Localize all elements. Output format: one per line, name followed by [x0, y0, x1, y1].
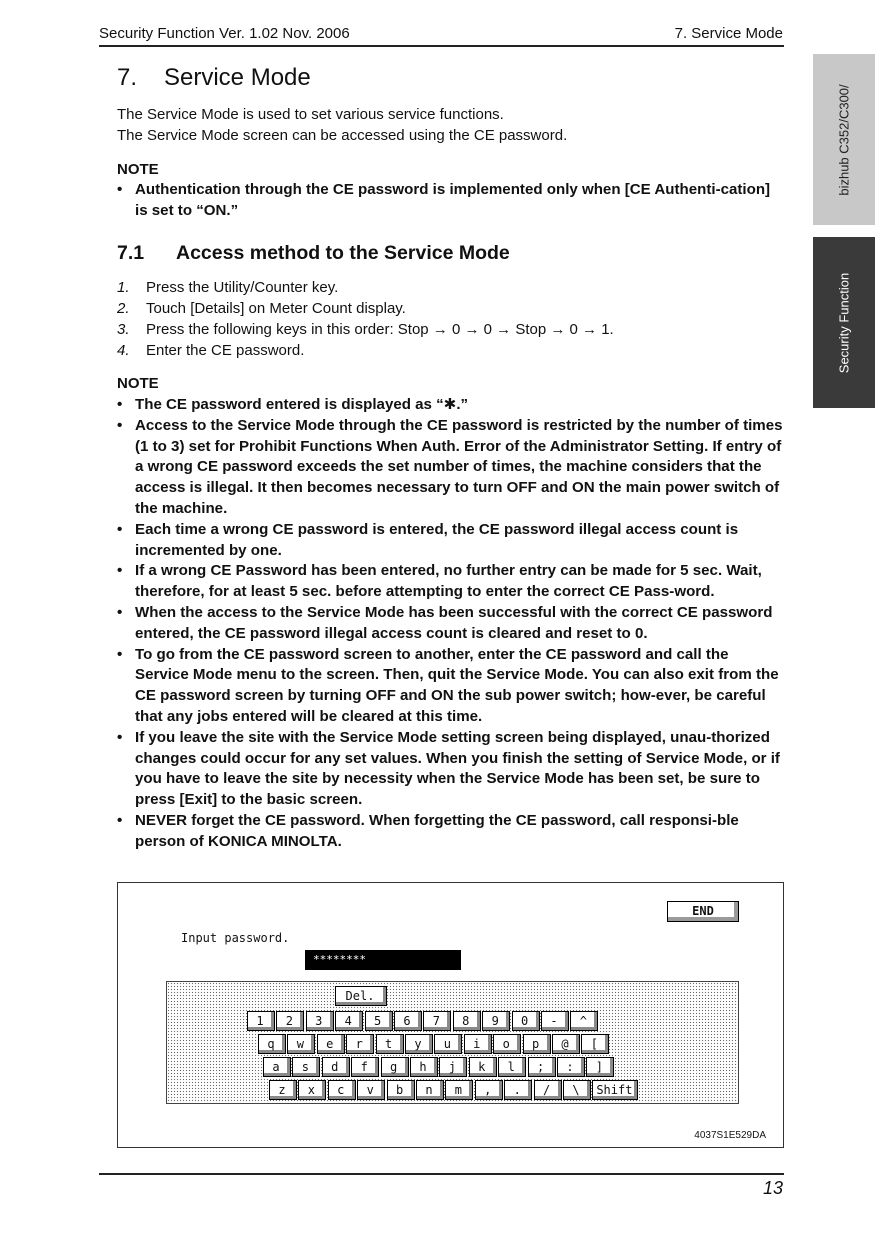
end-button[interactable]: END: [667, 901, 739, 922]
ce-password-screen-figure: [117, 882, 784, 1148]
subsection-title: Access method to the Service Mode: [176, 242, 510, 264]
keyboard-key[interactable]: 5: [365, 1011, 393, 1031]
keyboard-key[interactable]: [: [581, 1034, 609, 1054]
side-tab-security-label: Security Function: [836, 272, 852, 373]
keyboard-key[interactable]: l: [498, 1057, 526, 1077]
keyboard-key[interactable]: 2: [276, 1011, 304, 1031]
keyboard-key[interactable]: t: [376, 1034, 404, 1054]
subsection-heading: [117, 242, 510, 265]
keyboard-key[interactable]: z: [269, 1080, 297, 1100]
header-rule: [99, 45, 784, 47]
keyboard-key[interactable]: 0: [512, 1011, 540, 1031]
keyboard-key[interactable]: p: [523, 1034, 551, 1054]
note-label-1: NOTE: [117, 161, 159, 178]
step-item: 3. Press the following keys in this order: Stop → 0 → 0 → Stop → 0 → 1.: [117, 321, 614, 338]
keyboard-key[interactable]: ,: [475, 1080, 503, 1100]
section-number: 7.: [117, 64, 138, 91]
note-item: • Access to the Service Mode through the CE password is restricted by the number of times (1 to 3) set for Prohibit Functions When Auth. Error of the Administrator Setting. If entry of a wrong CE password exceeds the set number of times, the machine considers that the access is illegal. It then becomes necessary to turn OFF and ON the main power switch of the machine.: [117, 416, 783, 517]
keyboard-key[interactable]: \: [563, 1080, 591, 1100]
input-password-label: Input password.: [181, 931, 290, 945]
keyboard-key[interactable]: n: [416, 1080, 444, 1100]
section-heading: [117, 64, 311, 92]
keyboard-key[interactable]: 9: [482, 1011, 510, 1031]
subsection-number: 7.1: [117, 242, 145, 264]
shift-key[interactable]: Shift: [592, 1080, 638, 1100]
note-item: • If a wrong CE Password has been entered, no further entry can be made for 5 sec. Wait, therefore, for at least 5 sec. before attempting to enter the correct CE Pass-word.: [117, 562, 762, 601]
side-tab-model-label: bizhub C352/C300/: [836, 83, 852, 196]
keyboard-key[interactable]: 6: [394, 1011, 422, 1031]
keyboard-key[interactable]: y: [405, 1034, 433, 1054]
section-title: Service Mode: [164, 64, 311, 91]
side-tab-model: [813, 54, 875, 225]
keyboard-key[interactable]: i: [464, 1034, 492, 1054]
note-item: • When the access to the Service Mode has been successful with the correct CE password entered, the CE password illegal access count is cleared and reset to 0.: [117, 603, 773, 642]
keyboard-key[interactable]: k: [469, 1057, 497, 1077]
keyboard-key[interactable]: 4: [335, 1011, 363, 1031]
keyboard-key[interactable]: h: [410, 1057, 438, 1077]
keyboard-key[interactable]: 1: [247, 1011, 275, 1031]
keyboard-key[interactable]: b: [387, 1080, 415, 1100]
keyboard-key[interactable]: j: [439, 1057, 467, 1077]
step-item: 1. Press the Utility/Counter key.: [117, 279, 339, 296]
note-item: • To go from the CE password screen to another, enter the CE password and call the Service Mode menu to the screen. Then, quit the Service Mode. You can also exit from the CE password screen by turning OFF and ON the sub power switch; how-ever, be careful that any jobs entered will be cleared at this time.: [117, 645, 779, 725]
intro-line-2: The Service Mode screen can be accessed using the CE password.: [117, 127, 568, 144]
footer-rule: [99, 1173, 784, 1175]
keyboard-key[interactable]: d: [322, 1057, 350, 1077]
keyboard-key[interactable]: w: [287, 1034, 315, 1054]
software-keyboard: [166, 981, 739, 1104]
page-number: 13: [762, 1178, 783, 1198]
keyboard-key[interactable]: -: [541, 1011, 569, 1031]
step-item: 2. Touch [Details] on Meter Count display.: [117, 300, 406, 317]
note-item: • The CE password entered is displayed as “✱.”: [117, 396, 469, 413]
keyboard-key[interactable]: m: [445, 1080, 473, 1100]
keyboard-key[interactable]: f: [351, 1057, 379, 1077]
keyboard-key[interactable]: 7: [423, 1011, 451, 1031]
keyboard-key[interactable]: g: [381, 1057, 409, 1077]
keyboard-key[interactable]: c: [328, 1080, 356, 1100]
keyboard-key[interactable]: x: [298, 1080, 326, 1100]
keyboard-key[interactable]: ;: [528, 1057, 556, 1077]
note-list-2: [117, 395, 784, 853]
keyboard-key[interactable]: .: [504, 1080, 532, 1100]
keyboard-key[interactable]: ^: [570, 1011, 598, 1031]
keyboard-key[interactable]: 3: [306, 1011, 334, 1031]
running-header-title: Security Function Ver. 1.02 Nov. 2006: [99, 25, 350, 42]
password-field[interactable]: ********: [305, 950, 461, 970]
keyboard-key[interactable]: r: [346, 1034, 374, 1054]
note-item: • NEVER forget the CE password. When forgetting the CE password, call responsi-ble person of KONICA MINOLTA.: [117, 811, 739, 850]
note-item: • Each time a wrong CE password is entered, the CE password illegal access count is incremented by one.: [117, 520, 739, 559]
figure-caption: 4037S1E529DA: [694, 1130, 766, 1141]
keyboard-key[interactable]: u: [434, 1034, 462, 1054]
keyboard-key[interactable]: e: [317, 1034, 345, 1054]
side-tab-security-function: [813, 237, 875, 408]
keyboard-key[interactable]: /: [534, 1080, 562, 1100]
keyboard-key[interactable]: v: [357, 1080, 385, 1100]
keyboard-key[interactable]: @: [552, 1034, 580, 1054]
keyboard-key[interactable]: a: [263, 1057, 291, 1077]
keyboard-key[interactable]: ]: [586, 1057, 614, 1077]
running-header-section: 7. Service Mode: [674, 25, 783, 42]
del-key[interactable]: Del.: [335, 986, 387, 1006]
note-item: • If you leave the site with the Service Mode setting screen being displayed, unau-thorized changes could occur for any set values. When you finish the setting of Service Mode, or if you have to leave the site by necessity when the Service Mode has been set, be sure to press [Exit] to the basic screen.: [117, 728, 780, 809]
note-item: • Authentication through the CE password is implemented only when [CE Authenti-cation] is set to “ON.”: [117, 181, 771, 219]
intro-line-1: The Service Mode is used to set various service functions.: [117, 106, 504, 123]
keyboard-key[interactable]: o: [493, 1034, 521, 1054]
keyboard-key[interactable]: 8: [453, 1011, 481, 1031]
note-list-1: [117, 180, 784, 222]
steps-list: [117, 277, 614, 361]
keyboard-key[interactable]: s: [292, 1057, 320, 1077]
note-label-2: NOTE: [117, 375, 159, 392]
keyboard-key[interactable]: q: [258, 1034, 286, 1054]
keyboard-key[interactable]: :: [557, 1057, 585, 1077]
step-item: 4. Enter the CE password.: [117, 342, 305, 359]
